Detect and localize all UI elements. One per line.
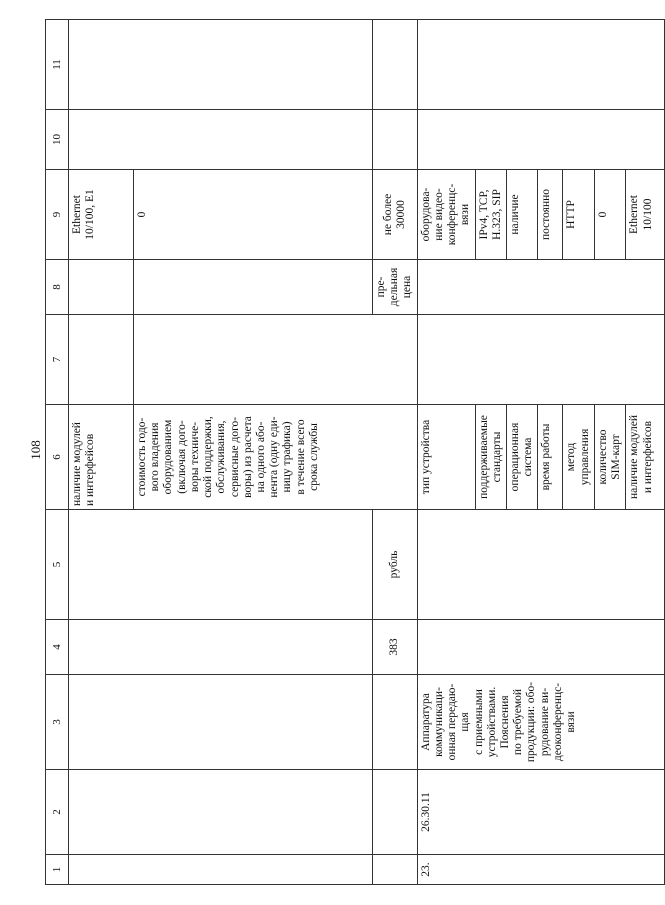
header-cell-11: 11 xyxy=(46,20,69,110)
cell-empty xyxy=(417,110,665,170)
header-cell-10: 10 xyxy=(46,110,69,170)
header-cell-9: 9 xyxy=(46,170,69,260)
cell-unit: рубль xyxy=(373,510,418,620)
cell-value: HTTP xyxy=(563,170,594,260)
cell-okpd2-code: 26.30.11 xyxy=(417,770,665,855)
cell-empty xyxy=(373,855,418,885)
rotated-table-wrapper xyxy=(45,20,654,885)
cell-characteristic: поддерживаемые стандарты xyxy=(475,405,506,510)
cell-value: Ethernet 10/100 xyxy=(626,170,665,260)
cell-empty xyxy=(373,110,418,170)
header-cell-1: 1 xyxy=(46,855,69,885)
cell-item-name: Аппаратура коммуникаци- онная передаю- щая с приемными устройствами. Пояснения по требуемой продукции: обо- рудование ви- деоконференцс- вязи xyxy=(417,675,665,770)
header-cell-8: 8 xyxy=(46,260,69,315)
page-number: 108 xyxy=(27,440,43,460)
cell-value: постоянно xyxy=(538,170,563,260)
cell-empty xyxy=(69,20,373,110)
cell-value: не более 30000 xyxy=(373,170,418,260)
cell-empty xyxy=(69,260,134,315)
cell-characteristic: время работы xyxy=(538,405,563,510)
cell-value: 0 xyxy=(134,170,373,260)
cell-characteristic: наличие модулей и интерфейсов xyxy=(69,405,134,510)
cell-empty xyxy=(69,315,134,405)
header-row xyxy=(46,20,69,885)
cell-empty xyxy=(417,510,665,620)
cell-empty xyxy=(69,510,373,620)
header-cell-3: 3 xyxy=(46,675,69,770)
header-cell-5: 5 xyxy=(46,510,69,620)
table-row xyxy=(417,20,475,885)
cell-value: оборудова- ние видео- конференцс- вязи xyxy=(417,170,475,260)
cell-empty xyxy=(134,315,418,405)
cell-characteristic: наличие модулей и интерфейсов xyxy=(626,405,665,510)
cell-value: наличие xyxy=(506,170,537,260)
cell-okei-code: 383 xyxy=(373,620,418,675)
cell-empty xyxy=(69,620,373,675)
cell-empty xyxy=(417,315,665,405)
cell-characteristic: количество SIM-карт xyxy=(594,405,625,510)
cell-value: IPv4, TCP, H.323, SIP xyxy=(475,170,506,260)
specification-table xyxy=(45,19,665,885)
cell-empty xyxy=(134,260,373,315)
table-row xyxy=(69,20,134,885)
cell-empty xyxy=(69,770,373,855)
header-cell-7: 7 xyxy=(46,315,69,405)
cell-characteristic: тип устройства xyxy=(417,405,475,510)
cell-empty xyxy=(373,20,418,110)
header-cell-6: 6 xyxy=(46,405,69,510)
cell-characteristic: стоимость годо- вого владения оборудованием (включая дого- воры техниче- ской поддержки, обслуживания, сервисные дого- воры) из расчета на одного або- нента (одну еди- ницу трафика) в течение всего срока службы xyxy=(134,405,418,510)
header-cell-4: 4 xyxy=(46,620,69,675)
cell-empty xyxy=(417,620,665,675)
header-cell-2: 2 xyxy=(46,770,69,855)
cell-value: Ethernet 10/100, E1 xyxy=(69,170,134,260)
cell-empty xyxy=(417,20,665,110)
cell-empty xyxy=(69,110,373,170)
cell-empty xyxy=(69,855,373,885)
cell-empty xyxy=(373,770,418,855)
cell-characteristic: метод управления xyxy=(563,405,594,510)
cell-limit-type: пре- дельная цена xyxy=(373,260,418,315)
cell-empty xyxy=(69,675,373,770)
cell-empty xyxy=(373,675,418,770)
cell-empty xyxy=(417,260,665,315)
cell-value: 0 xyxy=(594,170,625,260)
table-area xyxy=(45,20,654,885)
cell-characteristic: операционная система xyxy=(506,405,537,510)
cell-item-number: 23. xyxy=(417,855,665,885)
